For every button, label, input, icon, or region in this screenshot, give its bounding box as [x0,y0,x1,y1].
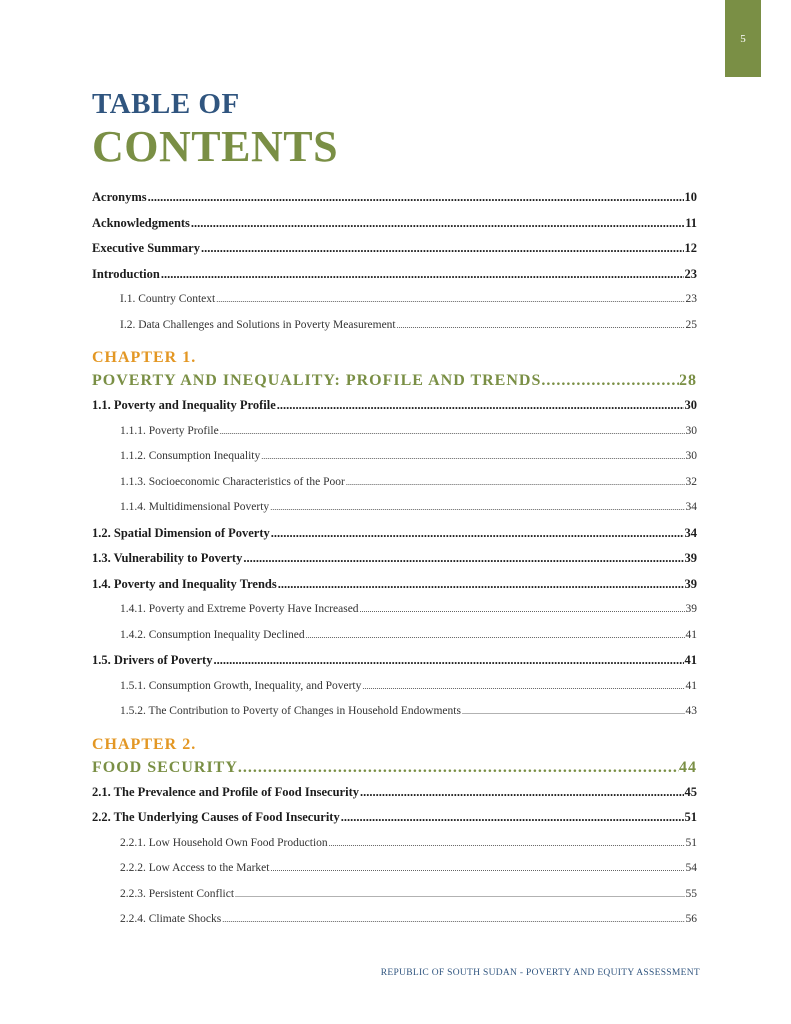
dot-leader [238,755,679,780]
toc-entry-page: 39 [685,603,697,615]
toc-entry[interactable] [92,470,697,496]
toc-entry-page: 32 [685,475,697,488]
toc-entry[interactable] [92,882,697,908]
toc-entry-page: 10 [684,190,697,204]
chapter-number: CHAPTER 1. [92,349,197,366]
toc-entry-page: 34 [685,501,697,513]
dot-leader [397,313,685,339]
toc-entry[interactable] [92,831,697,857]
dot-leader [277,393,684,419]
toc-entry-label: I.1. Country Context [120,293,216,305]
toc-entry-page: 39 [684,576,697,591]
table-of-contents [92,185,697,933]
toc-entry-page: 41 [684,653,697,667]
dot-leader [261,444,684,470]
chapter-1-heading[interactable] [92,348,697,393]
chapter-title: POVERTY AND INEQUALITY: PROFILE AND TRENDS [92,372,542,389]
chapter-page: 28 [679,372,697,389]
dot-leader [148,185,684,211]
dot-leader [213,648,683,674]
page-title-line1: TABLE OF [92,88,240,120]
toc-entry-introduction[interactable] [92,262,697,288]
toc-entry[interactable] [92,674,697,700]
toc-entry-label: 2.1. The Prevalence and Profile of Food Insecurity [92,784,359,799]
toc-entry-page: 30 [685,424,697,437]
toc-entry-page: 41 [685,628,697,641]
dot-leader [235,882,684,908]
dot-leader [541,368,679,393]
dot-leader [341,805,684,831]
toc-entry-label: 1.4. Poverty and Inequality Trends [92,576,277,591]
dot-leader [462,699,685,725]
toc-entry-label: Acknowledgments [92,215,190,230]
toc-entry[interactable] [92,521,697,547]
toc-entry-label: I.2. Data Challenges and Solutions in Poverty Measurement [120,318,396,331]
toc-entry-page: 41 [685,679,697,692]
chapter-number: CHAPTER 2. [92,735,197,753]
toc-entry-acronyms[interactable] [92,185,697,211]
toc-entry-executive-summary[interactable] [92,236,697,262]
toc-entry-page: 23 [684,266,697,281]
dot-leader [220,419,685,445]
toc-entry-page: 54 [685,862,697,874]
toc-entry-page: 56 [685,913,697,925]
toc-entry-country-context[interactable] [92,287,697,313]
toc-entry-label: 1.1.3. Socioeconomic Characteristics of the Poor [120,475,345,488]
toc-entry-page: 11 [685,215,697,230]
toc-entry-label: 1.1.2. Consumption Inequality [120,450,261,462]
dot-leader [360,597,685,623]
toc-entry-label: 2.2.1. Low Household Own Food Production [120,836,328,849]
toc-entry[interactable] [92,572,697,598]
toc-entry[interactable] [92,805,697,831]
toc-entry[interactable] [92,444,697,470]
toc-entry-acknowledgments[interactable] [92,211,697,237]
toc-entry[interactable] [92,393,697,419]
toc-entry-page: 25 [685,318,697,331]
toc-entry-label: 1.2. Spatial Dimension of Poverty [92,525,270,540]
toc-entry-label: 1.5.1. Consumption Growth, Inequality, and Poverty [120,679,362,692]
dot-leader [271,521,684,547]
page-footer: REPUBLIC OF SOUTH SUDAN - POVERTY AND EQUITY ASSESSMENT [380,968,700,978]
toc-entry-label: 1.3. Vulnerability to Poverty [92,551,243,565]
dot-leader [360,780,684,806]
dot-leader [270,856,684,882]
toc-entry-label: 1.1.1. Poverty Profile [120,424,219,437]
toc-entry-page: 34 [684,525,697,540]
toc-entry-page: 51 [685,836,697,849]
toc-entry-label: 2.2.2. Low Access to the Market [120,862,270,874]
toc-entry[interactable] [92,495,697,521]
dot-leader [306,623,685,649]
toc-entry-label: 1.1.4. Multidimensional Poverty [120,501,270,513]
dot-leader [329,831,685,857]
chapter-title-row [92,755,697,780]
dot-leader [362,674,684,700]
toc-entry-label: 1.4.2. Consumption Inequality Declined [120,628,305,641]
dot-leader [161,262,684,288]
toc-entry[interactable] [92,623,697,649]
page-number-tab [725,0,761,77]
toc-entry[interactable] [92,699,697,725]
toc-entry-page: 51 [684,810,697,824]
toc-entry-page: 30 [685,450,697,462]
toc-entry-label: Executive Summary [92,241,200,255]
toc-entry-data-challenges[interactable] [92,313,697,339]
page-number: 5 [740,32,746,45]
toc-entry[interactable] [92,648,697,674]
toc-entry-label: 1.5.2. The Contribution to Poverty of Changes in Household Endowments [120,705,461,717]
toc-entry[interactable] [92,597,697,623]
toc-entry-label: 1.1. Poverty and Inequality Profile [92,398,276,412]
page-title-line2: CONTENTS [92,122,339,171]
chapter-1-entries [92,393,697,725]
toc-entry-label: 2.2.3. Persistent Conflict [120,887,235,900]
toc-entry-page: 30 [684,398,697,412]
chapter-2-entries [92,780,697,933]
toc-entry-page: 23 [685,293,697,305]
dot-leader [201,236,684,262]
dot-leader [191,211,684,237]
toc-entry-label: Introduction [92,266,160,281]
toc-entry[interactable] [92,419,697,445]
dot-leader [243,546,683,572]
toc-entry[interactable] [92,907,697,933]
dot-leader [278,572,684,598]
chapter-title-row [92,368,697,393]
toc-entry-page: 39 [684,551,697,565]
toc-entry-label: Acronyms [92,190,147,204]
toc-entry-label: 1.4.1. Poverty and Extreme Poverty Have Increased [120,603,359,615]
toc-entry-page: 12 [684,241,697,255]
chapter-title: FOOD SECURITY [92,758,238,776]
toc-entry[interactable] [92,780,697,806]
chapter-2-heading[interactable] [92,735,697,780]
chapter-page: 44 [679,758,697,776]
toc-entry[interactable] [92,856,697,882]
toc-entry-label: 2.2. The Underlying Causes of Food Insecurity [92,810,340,824]
dot-leader [216,287,684,313]
toc-entry-page: 55 [685,887,697,900]
dot-leader [270,495,684,521]
dot-leader [222,907,684,933]
dot-leader [346,470,685,496]
toc-entry[interactable] [92,546,697,572]
toc-entry-page: 43 [685,705,697,717]
toc-entry-label: 1.5. Drivers of Poverty [92,653,213,667]
toc-entry-page: 45 [684,784,697,799]
toc-entry-label: 2.2.4. Climate Shocks [120,913,222,925]
